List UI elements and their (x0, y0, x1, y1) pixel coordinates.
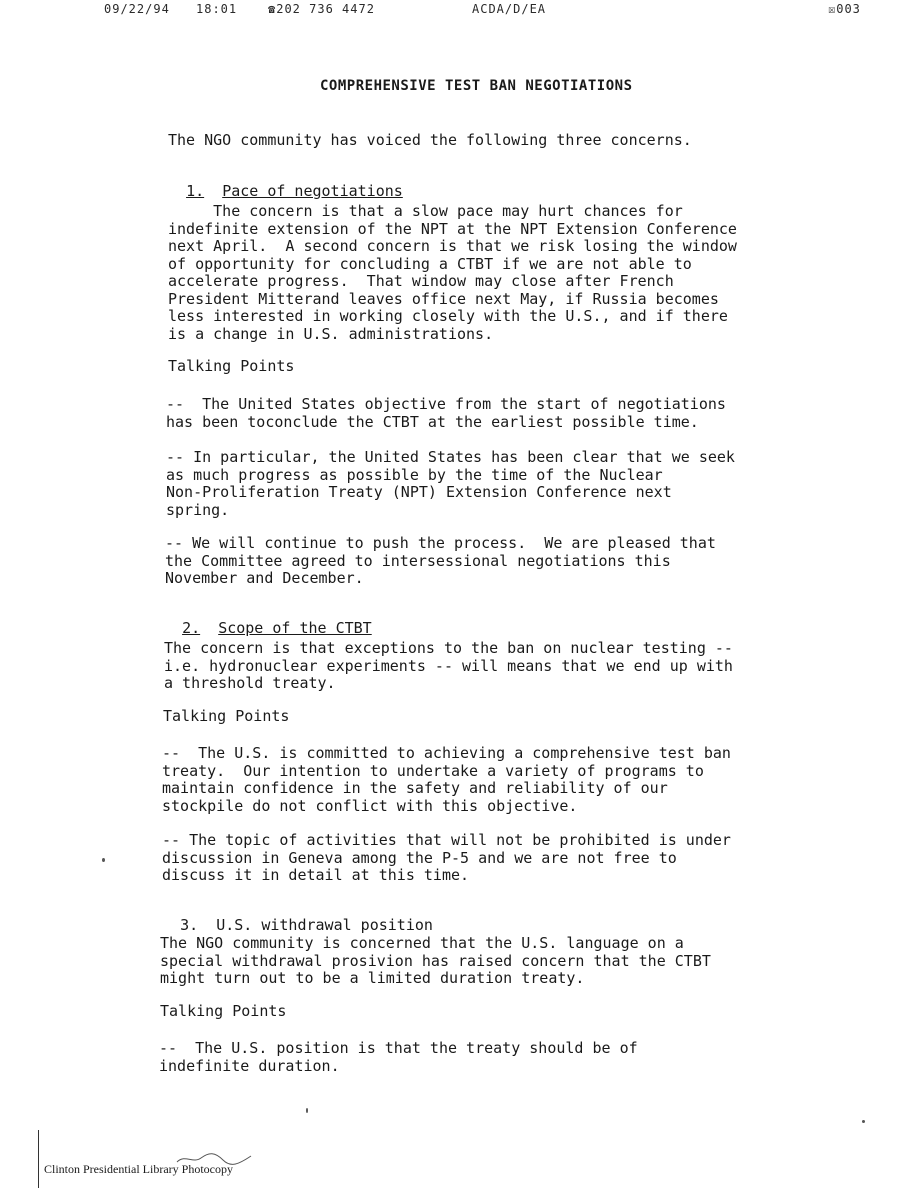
intro-sentence: The NGO community has voiced the following three concerns. (168, 131, 692, 149)
scan-speck (102, 858, 105, 862)
section-1-point-1 (166, 396, 846, 431)
section-3-talking-points-label: Talking Points (160, 1002, 287, 1020)
text-line: -- The United States objective from the start of negotiations (166, 395, 726, 413)
text-line: the Committee agreed to intersessional negotiations this (165, 551, 671, 570)
fax-header (0, 2, 922, 20)
section-3-heading (162, 900, 433, 934)
section-1-heading (168, 166, 403, 200)
text-line: The concern is that a slow pace may hurt chances for (168, 202, 683, 220)
section-1-point-3 (165, 535, 845, 588)
section-2-talking-points-label: Talking Points (163, 707, 290, 725)
text-line: -- The U.S. is committed to achieving a comprehensive test ban (162, 744, 731, 762)
section-3-number: 3. (180, 916, 199, 934)
text-line: The NGO community is concerned that the U.S. language on a (160, 934, 684, 952)
text-line: maintain confidence in the safety and reliability of our (162, 779, 668, 797)
text-line: spring. (166, 500, 230, 519)
section-1-talking-points-label: Talking Points (168, 357, 295, 375)
text-line: -- The topic of activities that will not be prohibited is under (162, 831, 731, 849)
text-line: next April. A second concern is that we risk losing the window (168, 237, 737, 255)
scan-speck (862, 1120, 865, 1123)
text-line: President Mitterand leaves office next May, if Russia becomes (168, 289, 719, 308)
fax-office: ACDA/D/EA (472, 2, 547, 16)
text-line: i.e. hydronuclear experiments -- will means that we end up with (164, 656, 733, 675)
section-2-number: 2. (182, 619, 201, 637)
text-line: special withdrawal prosivion has raised concern that the CTBT (160, 951, 711, 970)
text-line: treaty. Our intention to undertake a variety of programs to (162, 761, 704, 780)
section-3-title: U.S. withdrawal position (216, 916, 433, 934)
text-line: indefinite extension of the NPT at the NPT Extension Conference (168, 219, 737, 238)
text-line: The concern is that exceptions to the ban on nuclear testing -- (164, 639, 733, 657)
section-1-number: 1. (186, 182, 205, 200)
text-line: -- The U.S. position is that the treaty should be of (159, 1039, 638, 1057)
section-3-point-1 (159, 1040, 839, 1075)
fax-date: 09/22/94 (104, 2, 170, 16)
section-2-point-2 (162, 832, 842, 885)
section-1-title: Pace of negotiations (222, 182, 403, 200)
text-line: has been toconclude the CTBT at the earliest possible time. (166, 412, 699, 431)
text-line: Non-Proliferation Treaty (NPT) Extension Conference next (166, 483, 672, 501)
scan-margin-line (38, 1130, 39, 1188)
text-line: discuss it in detail at this time. (162, 866, 470, 884)
text-line: might turn out to be a limited duration treaty. (160, 969, 585, 987)
section-3-concern (160, 935, 840, 988)
fax-phone: ☎202 736 4472 (268, 2, 375, 16)
text-line: as much progress as possible by the time of the Nuclear (166, 465, 663, 484)
fax-page-number: ☒003 (828, 2, 861, 16)
text-line: discussion in Geneva among the P-5 and we are not free to (162, 848, 677, 867)
text-line: indefinite duration. (159, 1056, 340, 1075)
library-photocopy-stamp: Clinton Presidential Library Photocopy (44, 1162, 233, 1176)
document-title: COMPREHENSIVE TEST BAN NEGOTIATIONS (320, 78, 633, 94)
text-line: is a change in U.S. administrations. (168, 324, 494, 343)
scan-speck (306, 1108, 308, 1113)
text-line: -- We will continue to push the process. We are pleased that (165, 534, 716, 552)
section-1-concern (168, 203, 848, 343)
text-line: less interested in working closely with the U.S., and if there (168, 307, 728, 325)
text-line: of opportunity for concluding a CTBT if we are not able to (168, 254, 692, 273)
text-line: accelerate progress. That window may close after French (168, 272, 674, 290)
section-2-heading (164, 603, 372, 637)
text-line: stockpile do not conflict with this objective. (162, 796, 578, 815)
section-2-concern (164, 640, 844, 693)
section-1-point-2 (166, 449, 846, 519)
text-line: a threshold treaty. (164, 674, 336, 692)
text-line: November and December. (165, 569, 364, 587)
section-2-point-1 (162, 745, 842, 815)
section-2-title: Scope of the CTBT (218, 619, 372, 637)
text-line: -- In particular, the United States has been clear that we seek (166, 448, 735, 466)
fax-time: 18:01 (196, 2, 238, 16)
